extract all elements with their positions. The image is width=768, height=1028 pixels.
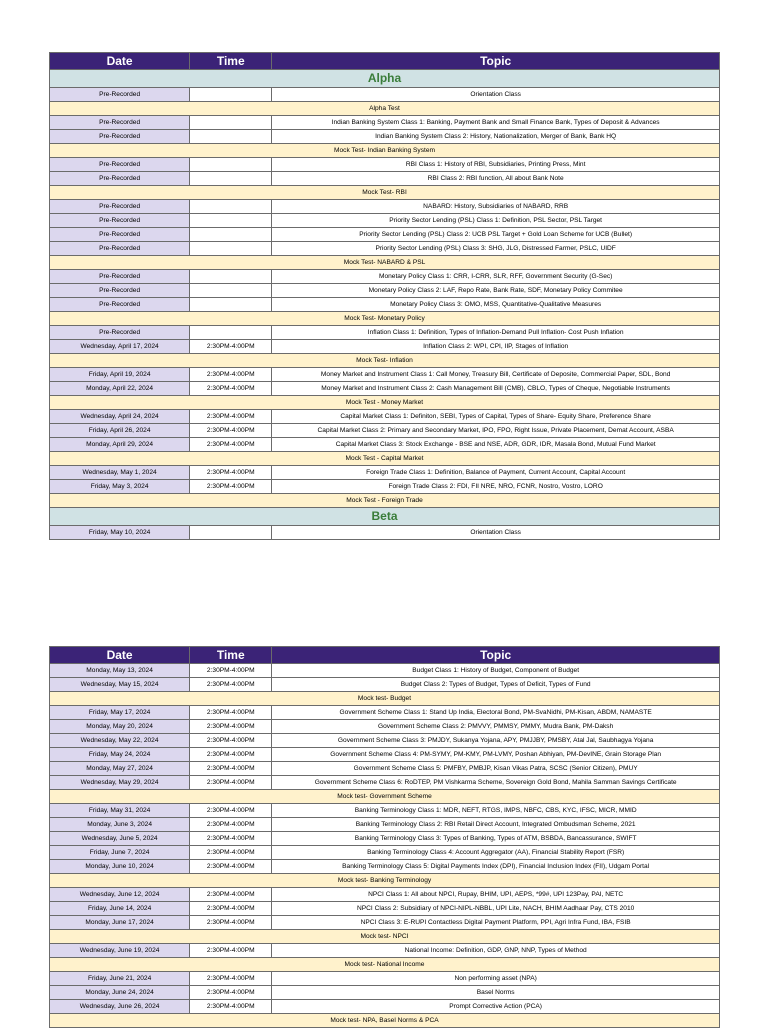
time-cell [190, 270, 272, 284]
time-cell [190, 228, 272, 242]
schedule-row [50, 902, 720, 916]
mock-test-label: Mock Test- Indian Banking System [50, 144, 720, 158]
time-cell: 2:30PM-4:00PM [190, 762, 272, 776]
date-cell: Wednesday, June 26, 2024 [50, 1000, 190, 1014]
header-row [50, 53, 720, 70]
time-cell: 2:30PM-4:00PM [190, 734, 272, 748]
date-cell: Pre-Recorded [50, 298, 190, 312]
topic-cell: Banking Terminology Class 1: MDR, NEFT, RTGS, IMPS, NBFC, CBS, KYC, IFSC, MICR, MMID [272, 804, 720, 818]
time-cell [190, 526, 272, 540]
schedule-row [50, 214, 720, 228]
schedule-row [50, 706, 720, 720]
schedule-row [50, 678, 720, 692]
date-cell: Pre-Recorded [50, 284, 190, 298]
header-time: Time [190, 53, 272, 70]
schedule-row [50, 438, 720, 452]
mock-test-label: Mock Test - Capital Market [50, 452, 720, 466]
topic-cell: Orientation Class [272, 526, 720, 540]
topic-cell: Capital Market Class 3: Stock Exchange - BSE and NSE, ADR, GDR, IDR, Masala Bond, Mutual Fund Market [272, 438, 720, 452]
mock-test-label: Mock Test- Monetary Policy [50, 312, 720, 326]
schedule-row [50, 720, 720, 734]
topic-cell: Government Scheme Class 3: PMJDY, Sukanya Yojana, APY, PMJJBY, PMSBY, Atal Jal, Saubhagya Yojana [272, 734, 720, 748]
topic-cell: RBI Class 2: RBI function, All about Bank Note [272, 172, 720, 186]
topic-cell: Orientation Class [272, 88, 720, 102]
schedule-row [50, 944, 720, 958]
schedule-row [50, 130, 720, 144]
schedule-row [50, 916, 720, 930]
mock-test-label: Mock test- Budget [50, 692, 720, 706]
mock-test-row [50, 396, 720, 410]
mock-test-row [50, 452, 720, 466]
topic-cell: NPCI Class 3: E-RUPI Contactless Digital Payment Platform, PPI, Agri Infra Fund, IBA, FSIB [272, 916, 720, 930]
date-cell: Pre-Recorded [50, 242, 190, 256]
time-cell: 2:30PM-4:00PM [190, 466, 272, 480]
time-cell [190, 298, 272, 312]
schedule-row [50, 228, 720, 242]
section-row [50, 508, 720, 526]
schedule-row [50, 284, 720, 298]
topic-cell: Foreign Trade Class 2: FDI, FII NRE, NRO, FCNR, Nostro, Vostro, LORO [272, 480, 720, 494]
topic-cell: NPCI Class 1: All about NPCI, Rupay, BHIM, UPI, AEPS, *99#, UPI 123Pay, PAI, NETC [272, 888, 720, 902]
schedule-row [50, 664, 720, 678]
time-cell: 2:30PM-4:00PM [190, 888, 272, 902]
time-cell: 2:30PM-4:00PM [190, 916, 272, 930]
time-cell: 2:30PM-4:00PM [190, 382, 272, 396]
topic-cell: Government Scheme Class 4: PM-SYMY, PM-KMY, PM-LVMY, Poshan Abhiyan, PM-DevINE, Grain Storage Plan [272, 748, 720, 762]
date-cell: Wednesday, May 22, 2024 [50, 734, 190, 748]
schedule-row [50, 734, 720, 748]
date-cell: Pre-Recorded [50, 200, 190, 214]
date-cell: Pre-Recorded [50, 326, 190, 340]
mock-test-label: Mock test- NPCI [50, 930, 720, 944]
mock-test-row [50, 256, 720, 270]
date-cell: Pre-Recorded [50, 158, 190, 172]
time-cell: 2:30PM-4:00PM [190, 776, 272, 790]
schedule-row [50, 382, 720, 396]
date-cell: Monday, June 24, 2024 [50, 986, 190, 1000]
schedule-table-2 [49, 646, 720, 1028]
time-cell [190, 116, 272, 130]
section-label: Beta [50, 508, 720, 526]
time-cell [190, 130, 272, 144]
date-cell: Friday, April 26, 2024 [50, 424, 190, 438]
time-cell: 2:30PM-4:00PM [190, 748, 272, 762]
topic-cell: Indian Banking System Class 2: History, Nationalization, Merger of Bank, Bank HQ [272, 130, 720, 144]
mock-test-label: Mock Test - Foreign Trade [50, 494, 720, 508]
date-cell: Friday, April 19, 2024 [50, 368, 190, 382]
date-cell: Monday, June 10, 2024 [50, 860, 190, 874]
schedule-row [50, 818, 720, 832]
time-cell: 2:30PM-4:00PM [190, 424, 272, 438]
mock-test-row [50, 102, 720, 116]
topic-cell: Priority Sector Lending (PSL) Class 1: Definition, PSL Sector, PSL Target [272, 214, 720, 228]
mock-test-label: Mock Test- RBI [50, 186, 720, 200]
time-cell [190, 88, 272, 102]
schedule-row [50, 526, 720, 540]
topic-cell: Indian Banking System Class 1: Banking, Payment Bank and Small Finance Bank, Types of Deposit & Advances [272, 116, 720, 130]
mock-test-label: Mock test- Banking Terminology [50, 874, 720, 888]
mock-test-row [50, 312, 720, 326]
section-row [50, 70, 720, 88]
topic-cell: Capital Market Class 1: Definiton, SEBI, Types of Capital, Types of Share- Equity Share, Preference Share [272, 410, 720, 424]
topic-cell: RBI Class 1: History of RBI, Subsidiaries, Printing Press, Mint [272, 158, 720, 172]
date-cell: Friday, May 17, 2024 [50, 706, 190, 720]
date-cell: Monday, April 29, 2024 [50, 438, 190, 452]
header-topic: Topic [272, 53, 720, 70]
topic-cell: Foreign Trade Class 1: Definition, Balance of Payment, Current Account, Capital Account [272, 466, 720, 480]
time-cell [190, 242, 272, 256]
time-cell: 2:30PM-4:00PM [190, 410, 272, 424]
topic-cell: Banking Terminology Class 2: RBI Retail Direct Account, Integrated Ombudsman Scheme, 2021 [272, 818, 720, 832]
schedule-row [50, 846, 720, 860]
date-cell: Friday, May 31, 2024 [50, 804, 190, 818]
schedule-row [50, 762, 720, 776]
topic-cell: Prompt Corrective Action (PCA) [272, 1000, 720, 1014]
date-cell: Wednesday, May 1, 2024 [50, 466, 190, 480]
date-cell: Friday, June 7, 2024 [50, 846, 190, 860]
schedule-row [50, 776, 720, 790]
time-cell: 2:30PM-4:00PM [190, 678, 272, 692]
topic-cell: Government Scheme Class 5: PMFBY, PMBJP, Kisan Vikas Patra, SCSC (Senior Citizen), PMUY [272, 762, 720, 776]
mock-test-label: Mock test- National Income [50, 958, 720, 972]
schedule-row [50, 172, 720, 186]
time-cell [190, 284, 272, 298]
topic-cell: Priority Sector Lending (PSL) Class 2: UCB PSL Target + Gold Loan Scheme for UCB (Bullet) [272, 228, 720, 242]
date-cell: Wednesday, May 15, 2024 [50, 678, 190, 692]
schedule-row [50, 326, 720, 340]
date-cell: Wednesday, May 29, 2024 [50, 776, 190, 790]
date-cell: Pre-Recorded [50, 228, 190, 242]
date-cell: Friday, June 21, 2024 [50, 972, 190, 986]
date-cell: Wednesday, April 17, 2024 [50, 340, 190, 354]
topic-cell: Monetary Policy Class 1: CRR, I-CRR, SLR, RFF, Government Security (G-Sec) [272, 270, 720, 284]
mock-test-row [50, 930, 720, 944]
schedule-row [50, 1000, 720, 1014]
section-label: Alpha [50, 70, 720, 88]
topic-cell: National Income: Definition, GDP, GNP, NNP, Types of Method [272, 944, 720, 958]
header-date: Date [50, 647, 190, 664]
topic-cell: Money Market and Instrument Class 1: Call Money, Treasury Bill, Certificate of Deposite, Commercial Paper, SDL, Bond [272, 368, 720, 382]
mock-test-label: Mock Test- Inflation [50, 354, 720, 368]
date-cell: Friday, May 3, 2024 [50, 480, 190, 494]
time-cell: 2:30PM-4:00PM [190, 986, 272, 1000]
mock-test-label: Mock test- Government Scheme [50, 790, 720, 804]
time-cell: 2:30PM-4:00PM [190, 368, 272, 382]
topic-cell: Government Scheme Class 6: RoDTEP, PM Vishkarma Scheme, Sovereign Gold Bond, Mahila Samman Savings Certificate [272, 776, 720, 790]
mock-test-row [50, 958, 720, 972]
time-cell: 2:30PM-4:00PM [190, 720, 272, 734]
date-cell: Monday, May 20, 2024 [50, 720, 190, 734]
topic-cell: Budget Class 1: History of Budget, Component of Budget [272, 664, 720, 678]
schedule-row [50, 410, 720, 424]
date-cell: Pre-Recorded [50, 270, 190, 284]
date-cell: Monday, June 17, 2024 [50, 916, 190, 930]
time-cell: 2:30PM-4:00PM [190, 860, 272, 874]
mock-test-row [50, 1014, 720, 1028]
topic-cell: Priority Sector Lending (PSL) Class 3: SHG, JLG, Distressed Farmer, PSLC, UIDF [272, 242, 720, 256]
schedule-row [50, 200, 720, 214]
date-cell: Wednesday, June 12, 2024 [50, 888, 190, 902]
topic-cell: Monetary Policy Class 2: LAF, Repo Rate, Bank Rate, SDF, Monetary Policy Commitee [272, 284, 720, 298]
time-cell [190, 158, 272, 172]
mock-test-label: Mock Test- NABARD & PSL [50, 256, 720, 270]
time-cell: 2:30PM-4:00PM [190, 664, 272, 678]
topic-cell: NPCI Class 2: Subsidiary of NPCI-NIPL-NBBL, UPI Lite, NACH, BHIM Aadhaar Pay, CTS 2010 [272, 902, 720, 916]
date-cell: Monday, June 3, 2024 [50, 818, 190, 832]
schedule-table-1 [49, 52, 720, 540]
schedule-row [50, 986, 720, 1000]
schedule-row [50, 860, 720, 874]
schedule-row [50, 480, 720, 494]
mock-test-row [50, 354, 720, 368]
schedule-row [50, 748, 720, 762]
date-cell: Pre-Recorded [50, 116, 190, 130]
date-cell: Monday, May 13, 2024 [50, 664, 190, 678]
date-cell: Pre-Recorded [50, 172, 190, 186]
date-cell: Pre-Recorded [50, 214, 190, 228]
date-cell: Pre-Recorded [50, 88, 190, 102]
topic-cell: Banking Terminology Class 3: Types of Banking, Types of ATM, BSBDA, Bancassurance, SWIFT [272, 832, 720, 846]
time-cell: 2:30PM-4:00PM [190, 480, 272, 494]
topic-cell: Government Scheme Class 2: PMVVY, PMMSY, PMMY, Mudra Bank, PM-Daksh [272, 720, 720, 734]
topic-cell: Banking Terminology Class 4: Account Aggregator (AA), Financial Stability Report (FSR) [272, 846, 720, 860]
time-cell: 2:30PM-4:00PM [190, 832, 272, 846]
date-cell: Wednesday, June 5, 2024 [50, 832, 190, 846]
time-cell: 2:30PM-4:00PM [190, 438, 272, 452]
mock-test-row [50, 790, 720, 804]
schedule-row [50, 424, 720, 438]
date-cell: Friday, June 14, 2024 [50, 902, 190, 916]
mock-test-label: Alpha Test [50, 102, 720, 116]
time-cell [190, 326, 272, 340]
mock-test-label: Mock Test - Money Market [50, 396, 720, 410]
topic-cell: Monetary Policy Class 3: OMO, MSS, Quantitative-Qualitative Measures [272, 298, 720, 312]
schedule-row [50, 270, 720, 284]
time-cell: 2:30PM-4:00PM [190, 902, 272, 916]
schedule-row [50, 158, 720, 172]
mock-test-row [50, 144, 720, 158]
topic-cell: Inflation Class 2: WPI, CPI, IIP, Stages of Inflation [272, 340, 720, 354]
topic-cell: Banking Terminology Class 5: Digital Payments Index (DPI), Financial Inclusion Index (FII), Udgam Portal [272, 860, 720, 874]
time-cell: 2:30PM-4:00PM [190, 1000, 272, 1014]
topic-cell: Capital Market Class 2: Primary and Secondary Market, IPO, FPO, Right Issue, Private Placement, Demat Account, ASBA [272, 424, 720, 438]
schedule-row [50, 804, 720, 818]
mock-test-row [50, 874, 720, 888]
mock-test-row [50, 494, 720, 508]
date-cell: Friday, May 24, 2024 [50, 748, 190, 762]
header-time: Time [190, 647, 272, 664]
time-cell: 2:30PM-4:00PM [190, 818, 272, 832]
date-cell: Pre-Recorded [50, 130, 190, 144]
schedule-row [50, 888, 720, 902]
topic-cell: Non performing asset (NPA) [272, 972, 720, 986]
time-cell: 2:30PM-4:00PM [190, 944, 272, 958]
schedule-row [50, 466, 720, 480]
schedule-row [50, 340, 720, 354]
schedule-row [50, 832, 720, 846]
mock-test-row [50, 692, 720, 706]
date-cell: Wednesday, April 24, 2024 [50, 410, 190, 424]
schedule-row [50, 88, 720, 102]
time-cell: 2:30PM-4:00PM [190, 846, 272, 860]
date-cell: Monday, April 22, 2024 [50, 382, 190, 396]
time-cell: 2:30PM-4:00PM [190, 340, 272, 354]
topic-cell: Basel Norms [272, 986, 720, 1000]
schedule-row [50, 368, 720, 382]
topic-cell: Inflation Class 1: Definition, Types of Inflation-Demand Pull Inflation- Cost Push Inflation [272, 326, 720, 340]
topic-cell: Government Scheme Class 1: Stand Up India, Electoral Bond, PM-SvaNidhi, PM-Kisan, ABDM, NAMASTE [272, 706, 720, 720]
header-row [50, 647, 720, 664]
time-cell [190, 172, 272, 186]
time-cell: 2:30PM-4:00PM [190, 804, 272, 818]
topic-cell: NABARD: History, Subsidiaries of NABARD, RRB [272, 200, 720, 214]
date-cell: Friday, May 10, 2024 [50, 526, 190, 540]
mock-test-row [50, 186, 720, 200]
topic-cell: Budget Class 2: Types of Budget, Types of Deficit, Types of Fund [272, 678, 720, 692]
schedule-row [50, 972, 720, 986]
schedule-row [50, 116, 720, 130]
date-cell: Monday, May 27, 2024 [50, 762, 190, 776]
topic-cell: Money Market and Instrument Class 2: Cash Management Bill (CMB), CBLO, Types of Cheque, Negotiable Instruments [272, 382, 720, 396]
mock-test-label: Mock test- NPA, Basel Norms & PCA [50, 1014, 720, 1028]
time-cell [190, 200, 272, 214]
date-cell: Wednesday, June 19, 2024 [50, 944, 190, 958]
schedule-row [50, 242, 720, 256]
time-cell: 2:30PM-4:00PM [190, 972, 272, 986]
time-cell [190, 214, 272, 228]
header-date: Date [50, 53, 190, 70]
time-cell: 2:30PM-4:00PM [190, 706, 272, 720]
header-topic: Topic [272, 647, 720, 664]
schedule-row [50, 298, 720, 312]
